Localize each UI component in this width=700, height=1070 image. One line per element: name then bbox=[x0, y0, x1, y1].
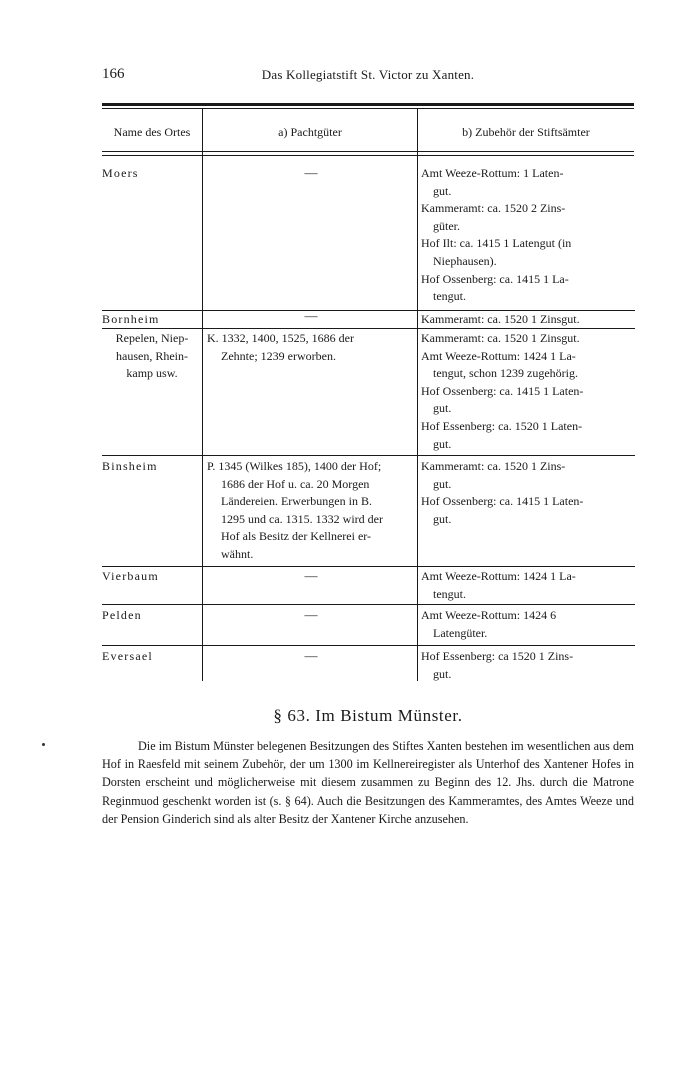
appurtenance-entry: Kammeramt: ca. 1520 1 Zinsgut. bbox=[421, 331, 580, 345]
column-divider-2 bbox=[417, 109, 418, 681]
appurtenance-entry: Kammeramt: ca. 1520 2 Zins- güter. bbox=[421, 201, 566, 233]
place-name: Moers bbox=[102, 166, 139, 180]
appurtenance-list bbox=[421, 458, 635, 528]
running-head bbox=[102, 66, 634, 86]
column-header-appurtenances: b) Zubehör der Stiftsämter bbox=[462, 125, 590, 139]
appurtenance-list bbox=[421, 165, 635, 306]
appurtenance-list bbox=[421, 568, 635, 603]
appurtenance-entry: Amt Weeze-Rottum: 1424 6 Latengüter. bbox=[421, 608, 557, 640]
appurtenance-entry: Kammeramt: ca. 1520 1 Zins- gut. bbox=[421, 459, 566, 491]
table-top-rule-thin bbox=[102, 108, 634, 109]
row-divider bbox=[102, 645, 635, 646]
lease-dash: — bbox=[304, 568, 318, 583]
lease-dash: — bbox=[304, 607, 318, 622]
section-heading: § 63. Im Bistum Münster. bbox=[273, 706, 463, 725]
running-title: Das Kollegiatstift St. Victor zu Xanten. bbox=[261, 67, 475, 82]
place-name: Vierbaum bbox=[102, 569, 159, 583]
appurtenance-list bbox=[421, 607, 635, 642]
place-name: Binsheim bbox=[102, 459, 158, 473]
appurtenance-list bbox=[421, 648, 635, 683]
row-divider bbox=[102, 604, 635, 605]
table-top-rule bbox=[102, 103, 634, 106]
column-header-lease: a) Pachtgüter bbox=[278, 125, 342, 139]
column-divider-1 bbox=[202, 109, 203, 681]
row-divider bbox=[102, 566, 635, 567]
appurtenance-entry: Hof Essenberg: ca. 1520 1 Laten- gut. bbox=[421, 418, 583, 451]
place-name: Eversael bbox=[102, 649, 153, 663]
row-divider bbox=[102, 455, 635, 456]
lease-text: K. 1332, 1400, 1525, 1686 der Zehnte; 1239 erworben. bbox=[207, 331, 354, 363]
appurtenance-list bbox=[421, 330, 635, 453]
page-number: 166 bbox=[102, 66, 125, 82]
appurtenance-entry: Hof Ilt: ca. 1415 1 Latengut (in Niephausen). bbox=[421, 236, 572, 268]
table-header-rule bbox=[102, 151, 634, 152]
appurtenance-entry: Amt Weeze-Rottum: 1424 1 La- tengut, schon 1239 zugehörig. bbox=[421, 348, 578, 381]
appurtenance-entry: Hof Essenberg: ca 1520 1 Zins- gut. bbox=[421, 649, 574, 681]
appurtenance-entry: Kammeramt: ca. 1520 1 Zinsgut. bbox=[421, 312, 580, 326]
appurtenance-entry: Hof Ossenberg: ca. 1415 1 Laten- gut. bbox=[421, 494, 584, 526]
table-header-rule-thin bbox=[102, 155, 634, 156]
place-name: Pelden bbox=[102, 608, 142, 622]
appurtenance-list bbox=[421, 311, 635, 329]
print-speck bbox=[42, 743, 45, 746]
body-paragraph: Die im Bistum Münster belegenen Besitzungen des Stiftes Xanten bestehen im wesentlichen aus dem Hof in Raesfeld mit seinem Zubehör, der um 1300 im Kellnereiregister als Unterhof des Xantener Hofes in Dorsten erscheint und möglicherweise mit diesem zusammen zu Beginn des 12. Jhs. durch die Matrone Reginmuod geschenkt worden ist (s. § 64). Auch die Besitzungen des Kammeramtes, des Amtes Weeze und der Pension Ginderich sind als alter Besitz der Xantener Kirche anzusehen. bbox=[102, 739, 634, 826]
place-name: Repelen, Niep- hausen, Rhein- kamp usw. bbox=[115, 331, 189, 381]
lease-text: P. 1345 (Wilkes 185), 1400 der Hof; 1686 der Hof u. ca. 20 Morgen Ländereien. Erwerbungen in B. 1295 und ca. 1315. 1332 wird der Hof als Besitz der Kellnerei er- wähnt. bbox=[207, 459, 383, 561]
lease-dash: — bbox=[304, 648, 318, 663]
appurtenance-entry: Hof Ossenberg: ca. 1415 1 Laten- gut. bbox=[421, 383, 584, 416]
appurtenance-entry: Amt Weeze-Rottum: 1 Laten- gut. bbox=[421, 166, 564, 198]
column-header-place: Name des Ortes bbox=[113, 125, 191, 139]
lease-dash: — bbox=[304, 308, 318, 323]
appurtenance-entry: Amt Weeze-Rottum: 1424 1 La- tengut. bbox=[421, 569, 576, 601]
appurtenance-entry: Hof Ossenberg: ca. 1415 1 La- tengut. bbox=[421, 271, 569, 304]
place-name: Bornheim bbox=[102, 312, 160, 326]
lease-dash: — bbox=[304, 165, 318, 180]
